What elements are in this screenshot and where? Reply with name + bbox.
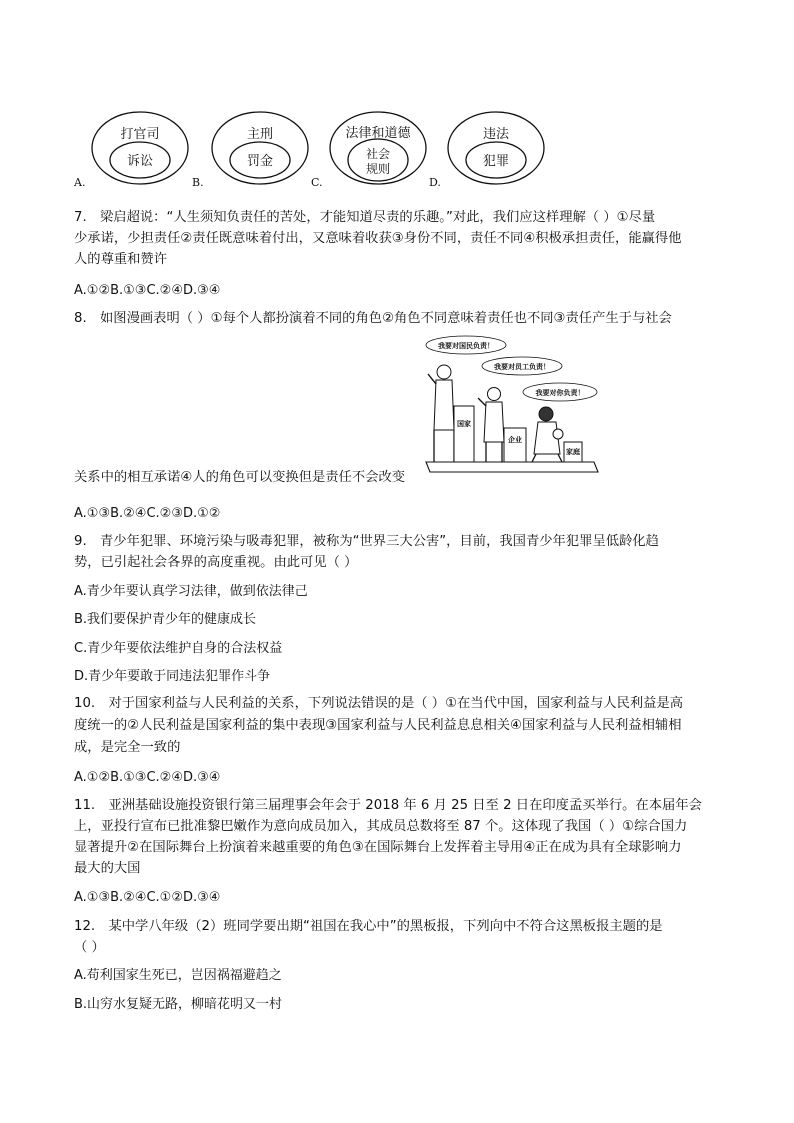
venn-c-outer-label: 法律和道德 xyxy=(345,126,411,141)
question-9-text-line-2: 势，已引起社会各界的高度重视。由此可见（ ） xyxy=(74,555,358,570)
question-12-option-a: A.苟利国家生死已，岂因祸福避趋之 xyxy=(74,968,282,983)
question-12-text-line-1: 12. 某中学八年级（2）班同学要出期“祖国在我心中”的黑板报，下列向中不符合这黑板报主题的是 xyxy=(74,919,663,934)
venn-d-inner-label: 犯罪 xyxy=(482,154,510,169)
venn-option-c-letter: C. xyxy=(311,176,323,189)
question-9-option-c: C.青少年要依法维护自身的合法权益 xyxy=(74,641,283,656)
question-10-options: A.①②B.①③C.②④D.③④ xyxy=(74,770,221,785)
question-12-text-line-2: （ ） xyxy=(74,940,105,955)
venn-d-outer-label: 违法 xyxy=(482,127,510,142)
cartoon-bubble-employees: 我要对员工负责！ xyxy=(494,363,550,371)
venn-b-inner-label: 罚金 xyxy=(246,154,274,169)
question-11-text-line-3: 显著提升②在国际舞台上扮演着来越重要的角色③在国际舞台上发挥着主导用④正在成为具有全球影响力 xyxy=(74,840,682,855)
cartoon-podium-enterprise: 企业 xyxy=(508,436,522,444)
cartoon-bubble-family: 我要对你负责！ xyxy=(535,389,585,397)
question-9-text-line-1: 9. 青少年犯罪、环境污染与吸毒犯罪，被称为“世界三大公害”，目前，我国青少年犯罪呈低龄化趋 xyxy=(74,534,659,549)
question-10-text-line-1: 10. 对于国家利益与人民利益的关系，下列说法错误的是（ ）①在当代中国，国家利益与人民利益是高 xyxy=(74,696,684,711)
question-11-options: A.①③B.②④C.①②D.③④ xyxy=(74,890,221,905)
venn-option-d-letter: D. xyxy=(429,176,441,189)
venn-b-outer-label: 主刑 xyxy=(246,127,274,142)
question-12-option-b: B.山穷水复疑无路，柳暗花明又一村 xyxy=(74,997,283,1012)
question-10-text-line-3: 成，是完全一致的 xyxy=(74,740,181,755)
venn-diagram-b xyxy=(210,110,310,186)
question-11-text-line-1: 11. 亚洲基础设施投资银行第三届理事会年会于 2018 年 6 月 25 日至 2 日在印度孟买举行。在本届年会 xyxy=(74,798,702,813)
venn-diagram-a xyxy=(90,110,190,186)
question-10-text-line-2: 度统一的②人民利益是国家利益的集中表现③国家利益与人民利益息息相关④国家利益与人民利益相辅相 xyxy=(74,718,682,733)
venn-option-b-letter: B. xyxy=(192,176,204,189)
question-8-text-line-1: 8. 如图漫画表明（ ）①每个人都扮演着不同的角色②角色不同意味着责任也不同③责任产生于与社会 xyxy=(74,311,672,326)
venn-option-a-letter: A. xyxy=(74,176,86,189)
question-7-text-line-2: 少承诺，少担责任②责任既意味着付出，又意味着收获③身份不同，责任不同④积极承担责任，能赢得他 xyxy=(74,231,682,246)
venn-c-inner-label-2: 规则 xyxy=(365,162,391,176)
responsibility-cartoon xyxy=(424,334,600,476)
question-7-text-line-3: 人的尊重和赞许 xyxy=(74,252,168,267)
question-8-options: A.①③B.②④C.②③D.①② xyxy=(74,506,221,521)
question-9-option-d: D.青少年要敢于同违法犯罪作斗争 xyxy=(74,669,271,684)
venn-c-inner-label-1: 社会 xyxy=(365,147,391,161)
question-9-option-a: A.青少年要认真学习法律，做到依法律己 xyxy=(74,584,308,599)
venn-diagram-c xyxy=(328,110,428,186)
question-7-text-line-1: 7. 梁启超说：“人生须知负责任的苦处，才能知道尽责的乐趣。”对此，我们应这样理解（ ）①尽量 xyxy=(74,210,656,225)
venn-a-inner-label: 诉讼 xyxy=(126,154,154,169)
question-7-options: A.①②B.①③C.②④D.③④ xyxy=(74,283,221,298)
question-8-text-line-2: 关系中的相互承诺④人的角色可以变换但是责任不会改变 xyxy=(74,470,406,485)
venn-a-outer-label: 打官司 xyxy=(120,127,160,142)
question-9-option-b: B.我们要保护青少年的健康成长 xyxy=(74,612,257,627)
cartoon-podium-family: 家庭 xyxy=(566,448,580,456)
question-11-text-line-4: 最大的大国 xyxy=(74,861,141,876)
question-11-text-line-2: 上，亚投行宣布已批准黎巴嫩作为意向成员加入，其成员总数将至 87 个。这体现了我国（ ）①综合国力 xyxy=(74,819,688,834)
cartoon-podium-nation: 国家 xyxy=(457,420,471,428)
venn-diagram-d xyxy=(446,110,546,186)
cartoon-bubble-national: 我要对国民负责！ xyxy=(438,342,494,350)
